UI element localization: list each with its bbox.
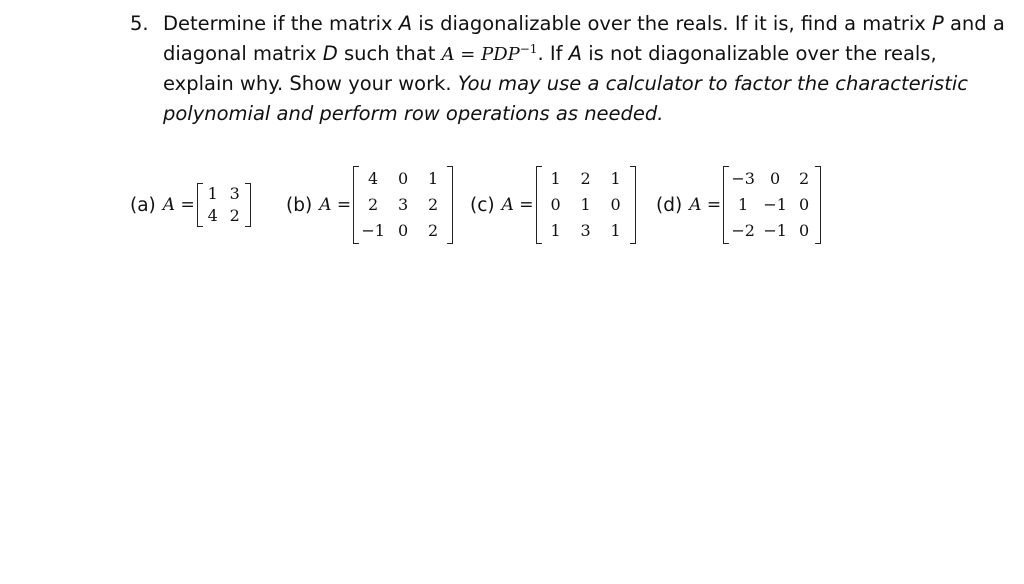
matrix-cell: 0: [398, 221, 409, 240]
equation-base: A = PDP: [441, 43, 520, 65]
problem-text-4: such that: [337, 41, 442, 65]
problem-text-5: . If: [537, 41, 569, 65]
matrix-cell: 0: [550, 195, 561, 214]
equals-sign: =: [513, 195, 534, 215]
matrix-cell: 0: [799, 221, 810, 240]
matrix-b: [353, 166, 453, 244]
matrix-cell: 1: [738, 195, 749, 214]
matrix-equation-lhs: [163, 195, 195, 215]
part-c: [470, 158, 636, 252]
matrix-cell: −1: [763, 195, 787, 214]
matrix-d: [723, 166, 821, 244]
equals-sign: =: [331, 195, 352, 215]
problem-text-3: and a diagonal matrix: [163, 12, 1005, 65]
equals-sign: =: [175, 195, 195, 215]
problem-number: 5.: [130, 12, 149, 35]
problem-statement: [130, 9, 1010, 128]
part-a: [130, 158, 251, 252]
matrix-cell: 1: [428, 169, 439, 188]
matrix-variable: A: [319, 195, 332, 215]
part-b: [286, 158, 453, 252]
equals-sign: =: [701, 195, 722, 215]
problem-text-2: is diagonalizable over the reals. If it is, find a matrix: [412, 12, 933, 35]
equation-exponent: −1: [519, 41, 538, 56]
part-label: (c): [470, 194, 495, 216]
matrix-equation-lhs: [319, 195, 351, 215]
matrix-parts: [130, 158, 1010, 258]
matrix-cell: 1: [207, 184, 218, 203]
problem-text-1: Determine if the matrix: [163, 12, 399, 35]
matrix-cell: 4: [368, 169, 379, 188]
matrix-cell: −1: [361, 221, 385, 240]
matrix-cell: 2: [368, 195, 379, 214]
matrix-cell: 0: [799, 195, 810, 214]
matrix-equation-lhs: [502, 195, 534, 215]
matrix-a: [197, 183, 251, 227]
matrix-variable: A: [689, 195, 702, 215]
matrix-cell: 0: [770, 169, 781, 188]
matrix-cell: 4: [207, 206, 218, 225]
part-label: (b): [286, 194, 313, 216]
matrix-cell: 1: [550, 169, 561, 188]
matrix-cell: 0: [610, 195, 621, 214]
matrix-cell: 2: [428, 195, 439, 214]
problem-body: [163, 9, 1010, 128]
matrix-variable: A: [162, 195, 176, 215]
variable-a: A: [398, 12, 413, 35]
matrix-equation-lhs: [689, 195, 721, 215]
matrix-cell: −3: [731, 169, 755, 188]
matrix-cell: 3: [580, 221, 591, 240]
variable-a-second: A: [568, 41, 583, 65]
calculator-note: You may use a calculator to factor the characteristic polynomial and perform row operations as needed.: [163, 72, 968, 125]
matrix-cell: 2: [229, 206, 240, 225]
matrix-cell: −2: [731, 221, 755, 240]
matrix-cell: 2: [580, 169, 591, 188]
matrix-cell: −1: [763, 221, 787, 240]
variable-d: D: [322, 41, 338, 65]
part-label: (d): [656, 194, 683, 216]
matrix-cell: 3: [398, 195, 409, 214]
variable-p: P: [932, 12, 944, 35]
matrix-c: [536, 166, 636, 244]
matrix-cell: 1: [610, 169, 621, 188]
part-d: [656, 158, 821, 252]
matrix-cell: 3: [229, 184, 240, 203]
matrix-cell: 1: [610, 221, 621, 240]
matrix-cell: 2: [428, 221, 439, 240]
matrix-cell: 1: [550, 221, 561, 240]
matrix-cell: 0: [398, 169, 409, 188]
part-label: (a): [130, 194, 156, 216]
matrix-variable: A: [501, 195, 514, 215]
equation: [441, 41, 538, 65]
matrix-cell: 2: [799, 169, 810, 188]
problem-text-6: is not diagonalizable over the reals, explain why. Show your work.: [163, 41, 937, 95]
matrix-cell: 1: [580, 195, 591, 214]
